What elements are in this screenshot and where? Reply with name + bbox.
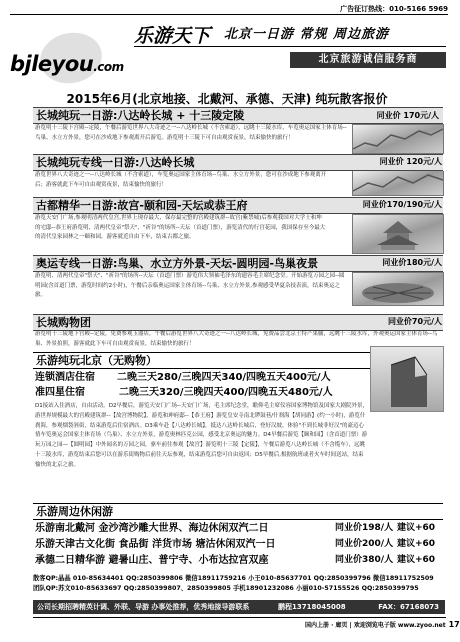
around-line-commission: 建议+60 [397, 555, 436, 565]
brand-name: 乐游天下 [134, 25, 211, 47]
route-header [33, 107, 443, 124]
hotel-name: 准四星住宿 [35, 387, 85, 398]
contact-block [33, 574, 445, 593]
route-title: 古都精华一日游:故宫-颐和园-天坛或恭王府 [36, 199, 248, 212]
route-description: 游览明、清两代皇帝"祭天"、"祈谷"的场所--天坛（首道门票）游览伟大领袖毛泽东的遗容毛主席纪念堂。开始游览万园之园--圆明园(含首道门票，游览时间约2小时)，午餐后亲临奥运国家主体育场--鸟巢、水立方外景,参观感受华夏杂技表演，结束奥运之旅。 [35, 273, 345, 299]
route-title: 奥运专线一日游:鸟巢、水立方外景-天坛-圆明园-鸟巢夜景 [36, 257, 319, 270]
route-price: 同业价170/190元/人 [362, 200, 442, 209]
route-price: 同业价70元/人 [387, 317, 442, 326]
logo-suffix: .com [93, 60, 124, 74]
brand-slogan: 北京一日游 常规 周边旅游 [224, 27, 390, 42]
route-title: 长城纯玩专线一日游:八达岭长城 [36, 156, 195, 169]
contact-line: 散客QP:晶晶 010-85634401 QQ:2850399806 微信18911759216 小王010-85637701 QQ:2850399796 微信18911752509 [33, 575, 434, 582]
around-line-commission: 建议+60 [397, 539, 436, 549]
route-title: 长城购物团 [36, 316, 91, 329]
route-description: 游览世界八大奇迹之一--八达岭长城（不含索道），车览奥运国家主体育场--鸟巢、水立方外景，您可在沙成地下参观离开后；游客就此下车可自由观赏夜景，结束愉快的旅行！ [35, 172, 327, 188]
great-wall-photo [352, 124, 444, 154]
ad-hotline: 广告征订热线：010-5166 5969 [340, 5, 448, 13]
route-title: 长城纯玩一日游:八达岭长城 + 十三陵定陵 [36, 109, 245, 122]
around-line [35, 537, 443, 552]
temple-of-heaven-photo [352, 214, 444, 254]
top-divider [10, 14, 448, 15]
around-line-name: 乐游天津古文化街 食品街 洋货市场 塘沽休闲双汽一日 [35, 539, 276, 550]
header-divider [134, 46, 446, 47]
around-section-header [33, 503, 443, 520]
fax-number: FAX：67168073 [378, 603, 439, 611]
great-wall-photo [352, 171, 444, 196]
hotel-option [35, 371, 331, 384]
hotel-name: 连锁酒店住宿 [35, 372, 95, 383]
package-section-title: 乐游纯玩北京（无购物） [36, 354, 157, 367]
hotel-option [35, 386, 333, 399]
page-title: 2015年6月(北京地接、北戴河、承德、天津) 纯玩散客报价 [66, 92, 388, 106]
recruit-slogan: 公司长期招聘精英计调、外联、导游 办事处推荐，优秀地接导游联系 [37, 603, 250, 611]
cctv-tower-photo [370, 346, 444, 412]
page-number: 17 [448, 620, 460, 629]
page-footer [305, 620, 460, 629]
route-description: 游览天安门广场,参观明清两代皇宫,世界上现存最大、保存最完整的宫殿建筑群--故宫(紫禁城)后参观我国对大学士和坤的宅邸--恭王府游览明、清两代皇帝"祭天"、"祈谷"的场所--天坛（首道门票），游览清代的行宫花园，我国保存至今最大的清代皇家园林之一颐和园，游客就近自由下车，结束古都之旅。 [35, 215, 326, 241]
around-line [35, 521, 443, 536]
around-line-price: 同业价380/人 [335, 555, 394, 565]
birds-nest-photo [352, 272, 444, 306]
around-line-price: 同业价200/人 [335, 539, 394, 549]
bottom-divider [33, 617, 446, 618]
logo-text: bjleyou [10, 52, 94, 76]
route-price: 同业价 170元/人 [376, 111, 439, 120]
route-description: 游览明十三陵地下宫殿--定陵，免费参观玉器店，午餐后游览世界八大奇迹之一--八达岭长城，免费品尝北京土特产果脯，远眺十三陵水库，外观奥运国家主体育场--鸟巢、外景拍照，游客就此下车可自由观赏夜景，结束愉快的旅行！ [35, 331, 438, 347]
route-description: 游览明十三陵下宫殿--定陵，午餐后游览世界八大奇迹之一--八达岭长城（不含索道），远眺十三陵水库，车览奥运国家主体育场--鸟巢、水立方外景，您可在沙成地下参观离开后游览。游览明十三陵下可自由观赏夜景，结束愉快的旅行！ [35, 125, 347, 141]
around-line-name: 承德二日精华游 避暑山庄、普宁寺、小布达拉宫双座 [35, 555, 269, 566]
route-price: 同业价180元/人 [382, 258, 442, 267]
service-badge: 北京旅游诚信服务商 [290, 52, 446, 68]
footer-text: 国内上册 · 廊页 | 欢迎浏览电子版 www.zyoo.net [305, 622, 446, 629]
around-section-title: 乐游周边休闲游 [36, 505, 113, 518]
hotel-price: 二晚三天280/三晚四天340/四晚五天400元/人 [117, 372, 331, 383]
package-itinerary: D1接站入住酒店，自由活动。D2早餐后，游览天安门广场--天安门广场，毛主席纪念堂，瞻仰毛主席仪容国家博物馆及国家大剧院外景，游世界规模最大的宫殿建筑群--【故宫博物院】，游览和珅府邸--【恭王府】游览皇安寺南北锣鼓巷/什刹海【胡同游】(约一小时)，游览什刹海，参观烟袋斜街，结束游览后住宿酒店。D3乘车赴【八达岭长城】，抵达八达岭长城后，登好汉坡，体验"不到长城非好汉"的豪迈心情车览奥运会国家主体育场（鸟巢）、水立方外景，游览奥林匹克公园，感受北京奥运的魅力。D4早餐后游览【颐和园】（含首道门票）游玩万园之园—【圆明园】中外闻名的万园之园，驱车前往参观【故宫】游览明十三陵【定陵】，午餐后游览八达岭长城（不含缆车），远眺十三陵水库，游览结束后您可以在游乐街购物后前往天坛参观，结束游览后您可自由返回；D5早餐后,根据航班或者火车时间送站，结束愉快的北京之旅。 [35, 403, 368, 468]
around-line-name: 乐游南北戴河 金沙湾沙雕大世界、海边休闲双汽二日 [35, 523, 269, 534]
route-price: 同业价 120元/人 [379, 157, 442, 166]
around-line-price: 同业价198/人 [335, 523, 394, 533]
recruit-phone: 鹏程13718045008 [278, 603, 346, 611]
recruit-bar [33, 600, 445, 614]
around-line [35, 553, 443, 568]
site-logo [10, 52, 124, 76]
contact-line: 团队QP:苏文010-85633697 QQ:2850399807、2850399805 手机18901232086 小丽010-57155526 QQ:2850399795 [33, 584, 419, 592]
around-line-commission: 建议+60 [397, 523, 436, 533]
hotel-price: 二晚三天320/三晚四天400/四晚五天480元/人 [119, 387, 333, 398]
